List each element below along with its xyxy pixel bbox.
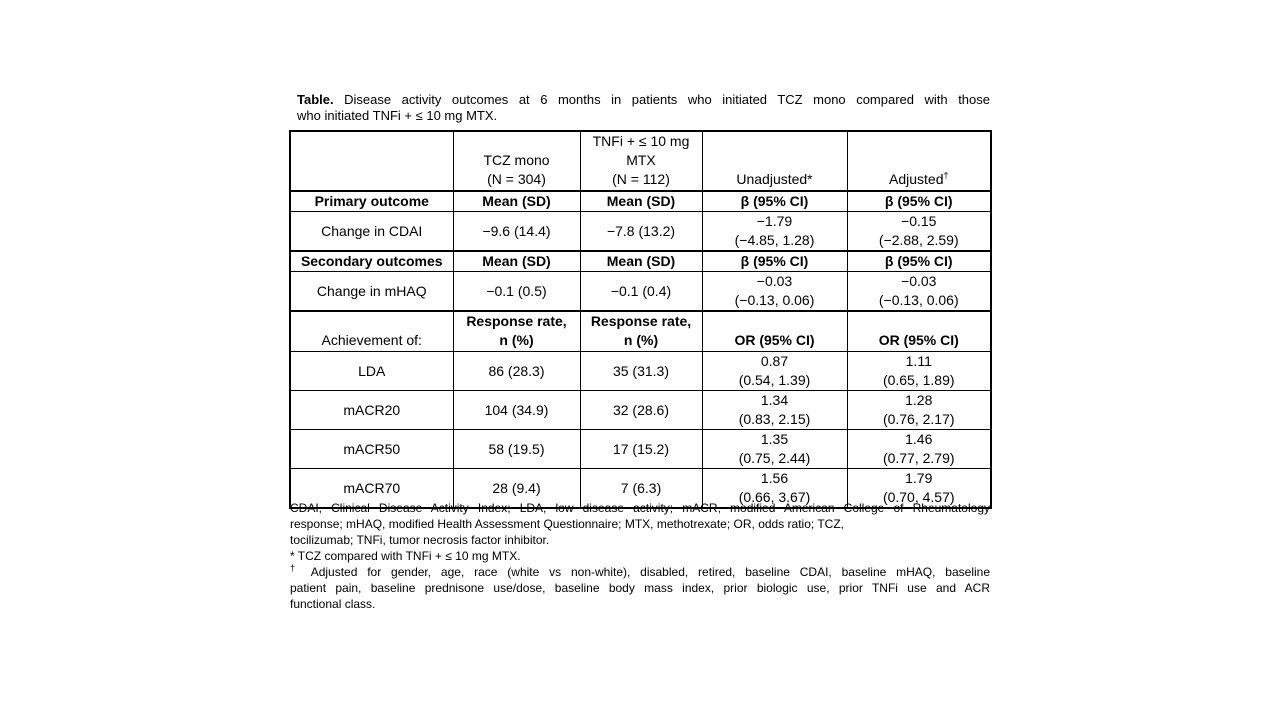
table-caption-line2: who initiated TNFi + ≤ 10 mg MTX. [297, 108, 498, 123]
cell-achievement-adj: OR (95% CI) [847, 311, 991, 352]
cell-primary-tnfi: Mean (SD) [580, 191, 702, 212]
cell-line: −1.79 [756, 213, 793, 229]
cell-mhaq-adj [847, 272, 991, 312]
cell-cdai-label: Change in CDAI [290, 212, 453, 252]
cell-secondary-label: Secondary outcomes [290, 251, 453, 272]
cell-header-blank [290, 131, 453, 191]
adjusted-label: Adjusted [889, 171, 944, 187]
table-caption-line1 [297, 92, 990, 108]
cell-line: (0.66, 3.67) [738, 489, 811, 505]
header-line: TNFi + ≤ 10 mg [592, 133, 690, 149]
cell-line: 1.35 [760, 431, 789, 447]
cell-header-tnfi [580, 131, 702, 191]
section-row-secondary [290, 251, 991, 272]
cell-macr50-adj [847, 430, 991, 469]
footnote-abbrev-line1: CDAI, Clinical Disease Activity Index; LDA, low disease activity; mACR, modified American College of Rheumatology [290, 501, 990, 515]
footnote-asterisk: * TCZ compared with TNFi + ≤ 10 mg MTX. [290, 549, 521, 563]
cell-lda-adj [847, 352, 991, 391]
cell-line: (0.76, 2.17) [882, 411, 955, 427]
cell-cdai-tnfi: −7.8 (13.2) [580, 212, 702, 252]
cell-secondary-unadj: β (95% CI) [702, 251, 847, 272]
cell-lda-unadj [702, 352, 847, 391]
cell-cdai-tcz: −9.6 (14.4) [453, 212, 580, 252]
table-caption [297, 92, 990, 124]
cell-mhaq-unadj [702, 272, 847, 312]
table-caption-label: Table. [297, 92, 334, 107]
data-row-macr50 [290, 430, 991, 469]
cell-secondary-tcz: Mean (SD) [453, 251, 580, 272]
cell-macr20-adj [847, 391, 991, 430]
cell-macr20-tcz: 104 (34.9) [453, 391, 580, 430]
cell-lda-label: LDA [290, 352, 453, 391]
header-line: (N = 112) [612, 171, 670, 187]
cell-line: 0.87 [760, 353, 789, 369]
cell-macr70-tcz: 28 (9.4) [453, 469, 580, 509]
header-line: MTX [626, 152, 656, 168]
cell-achievement-tnfi [580, 311, 702, 352]
cell-line: (−4.85, 1.28) [734, 232, 815, 248]
cell-primary-adj: β (95% CI) [847, 191, 991, 212]
cell-line: n (%) [623, 332, 659, 348]
footnote-dagger-text: Adjusted for gender, age, race (white vs non-white), disabled, retired, baseline CDAI, baseline mHAQ, baseline [310, 565, 990, 579]
cell-line: 1.28 [905, 392, 933, 408]
cell-lda-tcz: 86 (28.3) [453, 352, 580, 391]
cell-line: Response rate, [466, 313, 567, 329]
cell-secondary-tnfi: Mean (SD) [580, 251, 702, 272]
cell-line: −0.03 [756, 273, 793, 289]
cell-mhaq-tnfi: −0.1 (0.4) [580, 272, 702, 312]
cell-line: 1.46 [905, 431, 933, 447]
data-row-macr20 [290, 391, 991, 430]
footnote-dagger-line2: patient pain, baseline prednisone use/dose, baseline body mass index, prior biologic use, prior TNFi use and ACR [290, 581, 990, 595]
cell-macr50-tcz: 58 (19.5) [453, 430, 580, 469]
cell-achievement-unadj: OR (95% CI) [702, 311, 847, 352]
dagger-marker: † [943, 170, 949, 181]
cell-line: (0.77, 2.79) [882, 450, 955, 466]
table-footnotes [290, 500, 990, 612]
cell-macr70-tnfi: 7 (6.3) [580, 469, 702, 509]
footnote-dagger-line1 [290, 564, 990, 580]
cell-cdai-adj [847, 212, 991, 252]
cell-line: n (%) [499, 332, 534, 348]
cell-macr20-label: mACR20 [290, 391, 453, 430]
cell-primary-unadj: β (95% CI) [702, 191, 847, 212]
cell-line: (−0.13, 0.06) [878, 292, 959, 308]
cell-cdai-unadj [702, 212, 847, 252]
cell-macr50-label: mACR50 [290, 430, 453, 469]
cell-line: (−2.88, 2.59) [878, 232, 959, 248]
cell-line: (0.83, 2.15) [738, 411, 811, 427]
table-caption-text: Disease activity outcomes at 6 months in patients who initiated TCZ mono compared with those [344, 92, 990, 107]
footnote-abbrev-line3: tocilizumab; TNFi, tumor necrosis factor inhibitor. [290, 533, 550, 547]
section-row-achievement [290, 311, 991, 352]
cell-mhaq-label: Change in mHAQ [290, 272, 453, 312]
cell-line: (0.65, 1.89) [882, 372, 955, 388]
cell-macr20-unadj [702, 391, 847, 430]
cell-mhaq-tcz: −0.1 (0.5) [453, 272, 580, 312]
cell-line: Response rate, [590, 313, 692, 329]
cell-line: (0.54, 1.39) [738, 372, 811, 388]
cell-line: (0.70, 4.57) [882, 489, 955, 505]
outcomes-table [289, 130, 992, 509]
cell-macr50-unadj [702, 430, 847, 469]
section-row-primary [290, 191, 991, 212]
header-line: TCZ mono [483, 152, 550, 168]
cell-macr20-tnfi: 32 (28.6) [580, 391, 702, 430]
cell-secondary-adj: β (95% CI) [847, 251, 991, 272]
footnote-abbrev-line2: response; mHAQ, modified Health Assessment Questionnaire; MTX, methotrexate; OR, odds ratio; TCZ, [290, 517, 845, 531]
data-row-lda [290, 352, 991, 391]
cell-lda-tnfi: 35 (31.3) [580, 352, 702, 391]
cell-line: −0.03 [901, 273, 937, 289]
data-row-cdai [290, 212, 991, 252]
cell-header-adjusted [847, 131, 991, 191]
table-header-row [290, 131, 991, 191]
cell-header-unadjusted: Unadjusted* [702, 131, 847, 191]
cell-primary-tcz: Mean (SD) [453, 191, 580, 212]
cell-line: 1.79 [905, 470, 933, 486]
cell-primary-label: Primary outcome [290, 191, 453, 212]
cell-line: −0.15 [901, 213, 937, 229]
cell-macr50-tnfi: 17 (15.2) [580, 430, 702, 469]
cell-line: 1.34 [760, 392, 789, 408]
footnote-dagger-line3: functional class. [290, 597, 376, 611]
cell-line: 1.56 [760, 470, 789, 486]
cell-achievement-tcz [453, 311, 580, 352]
dagger-marker: † [290, 563, 302, 573]
cell-achievement-label: Achievement of: [290, 311, 453, 352]
data-row-mhaq [290, 272, 991, 312]
cell-line: 1.11 [905, 353, 932, 369]
cell-line: (0.75, 2.44) [738, 450, 811, 466]
cell-header-tcz [453, 131, 580, 191]
header-line: (N = 304) [487, 171, 546, 187]
cell-line: (−0.13, 0.06) [734, 292, 815, 308]
cell-macr70-label: mACR70 [290, 469, 453, 509]
